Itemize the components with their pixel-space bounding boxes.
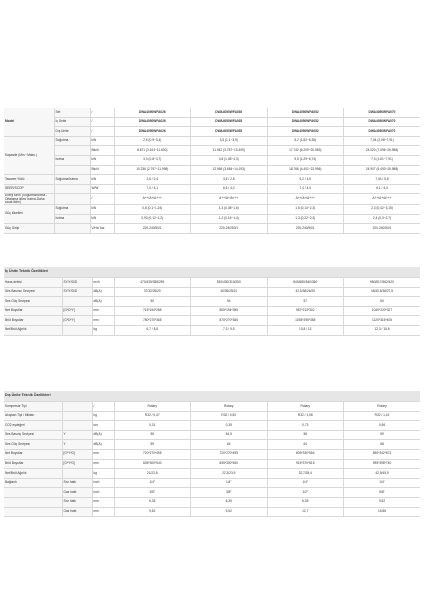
performance-value-cell: 3,8 (1,08~4,3) [191, 155, 268, 165]
indoor-value-cell: 715*194*285 [114, 306, 191, 316]
outdoor-label: Net/Brüt Ağırlık [4, 469, 62, 479]
performance-value-cell: 3,0 (0,8~3,7) [114, 155, 191, 165]
performance-sublabel: Soğutma/Isıtma [54, 175, 90, 185]
indoor-value-cell: 60 [344, 297, 421, 307]
performance-row [4, 214, 420, 224]
performance-label: Enerji sınıfı (Soğutma/Isıtma - Ortalama iklim/ Isıtma-Daha sıcak iklim) [4, 194, 54, 205]
performance-value-cell: A++/A+/A+++ [267, 194, 344, 205]
performance-row [4, 146, 420, 156]
outdoor-value-cell: 6,35 [114, 497, 191, 507]
outdoor-value-cell: 1/2" [267, 488, 344, 498]
performance-value-cell: 17.742 (6.209~20.983) [267, 146, 344, 156]
performance-value-cell: 220-240/50/1 [191, 224, 268, 234]
performance-value-cell: 2,3 (0,42~3,15) [344, 204, 421, 214]
performance-value-cell: 1,3 (0,08~1,6) [191, 204, 268, 214]
performance-unit: / [90, 194, 114, 205]
performance-sublabel [54, 184, 90, 194]
outdoor-label: Brüt Boyutlar [4, 459, 62, 469]
indoor-row [4, 287, 420, 297]
model-unit-type: Dış Ünite [54, 127, 90, 137]
performance-value-cell: 2,6 (0,9~3,4) [114, 136, 191, 146]
model-unit: / [90, 127, 114, 137]
outdoor-condition: Sıvı hattı [62, 497, 92, 507]
model-row [4, 108, 420, 117]
outdoor-value-cell: 55 [114, 430, 191, 440]
model-row [4, 117, 420, 127]
outdoor-value-cell: 0,73 [267, 421, 344, 431]
performance-label: Güç Girişi [4, 224, 54, 234]
outdoor-value-cell: 15,88 [344, 507, 421, 517]
outdoor-value-cell: 1/4" [191, 478, 268, 488]
model-heading: Model [4, 108, 54, 136]
indoor-value-cell: 870*270*365 [191, 316, 268, 326]
performance-label: Kapasite (Min.~Maks.) [4, 136, 54, 174]
indoor-value-cell: 42,5/36/26/20 [267, 287, 344, 297]
performance-value-cell: 7,04 (2,08~7,91) [344, 136, 421, 146]
outdoor-value-cell: 0,96 [344, 421, 421, 431]
outdoor-value-cell: 12,7 [267, 507, 344, 517]
outdoor-unit: dB(A) [92, 430, 114, 440]
indoor-value-cell: 805*194*285 [191, 306, 268, 316]
outdoor-value-cell: 995*398*740 [344, 459, 421, 469]
performance-value-cell: 220-240/50/1 [267, 224, 344, 234]
indoor-label: Net Boyutlar [4, 306, 62, 316]
outdoor-value-cell: 64 [191, 440, 268, 450]
outdoor-value-cell: 0,35 [191, 421, 268, 431]
outdoor-value-cell: 64 [267, 440, 344, 450]
performance-sublabel: Soğutma [54, 204, 90, 214]
indoor-condition [62, 297, 92, 307]
performance-sublabel [54, 165, 90, 175]
outdoor-value-cell: 720*270*495 [114, 449, 191, 459]
model-code-cell: DWA4050WFA035 [191, 127, 268, 137]
outdoor-row [4, 497, 420, 507]
performance-sublabel [54, 224, 90, 234]
outdoor-value-cell: Rotary [191, 402, 268, 412]
performance-row [4, 204, 420, 214]
outdoor-value-cell: 59 [114, 440, 191, 450]
performance-value-cell: 220-240/50/1 [114, 224, 191, 234]
indoor-unit: mm [92, 316, 114, 326]
performance-value-cell: 8.871 (3.104~11.600) [114, 146, 191, 156]
performance-label: Tasarım Yükü [4, 175, 54, 185]
performance-value-cell: 11.942 (3.787~13.409) [191, 146, 268, 156]
indoor-unit: kg [92, 325, 114, 335]
model-code-cell: DWA4050WFA026 [114, 117, 191, 127]
indoor-value-cell: 57 [267, 297, 344, 307]
outdoor-condition: Gaz hattı [62, 488, 92, 498]
performance-value-cell: 220-240/50/1 [344, 224, 421, 234]
outdoor-condition: Y [62, 430, 92, 440]
model-code-cell: DWA4050WFA052 [267, 127, 344, 137]
outdoor-unit: mm [92, 449, 114, 459]
indoor-value-cell: 840/680/540/360 [267, 278, 344, 288]
performance-sublabel: Isıtma [54, 155, 90, 165]
performance-unit: kW [90, 204, 114, 214]
outdoor-value-cell: Rotary [114, 402, 191, 412]
outdoor-value-cell: 6,35 [267, 497, 344, 507]
outdoor-label: Net Boyutlar [4, 449, 62, 459]
outdoor-label: Bağlantı [4, 478, 62, 488]
model-code-cell: DWA4050WFA035 [191, 108, 268, 117]
model-code-cell: DWA4050WFA070 [344, 127, 421, 137]
model-specs-section [4, 108, 420, 234]
outdoor-value-cell: 68 [344, 440, 421, 450]
performance-sublabel [54, 146, 90, 156]
indoor-row [4, 325, 420, 335]
indoor-condition: [G*D*Y] [62, 306, 92, 316]
outdoor-value-cell: 9,52 [191, 507, 268, 517]
outdoor-value-cell: 21/22,8 [114, 469, 191, 479]
performance-value-cell: 18.766 (4.401~22.996) [267, 165, 344, 175]
indoor-value-cell: 957*213*302 [267, 306, 344, 316]
performance-label: SEER/SCOP [4, 184, 54, 194]
performance-row [4, 165, 420, 175]
performance-row [4, 194, 420, 205]
outdoor-condition: Gaz hattı [62, 507, 92, 517]
indoor-value-cell: 1120*315*405 [344, 316, 421, 326]
model-unit: / [90, 117, 114, 127]
outdoor-value-cell: Rotary [344, 402, 421, 412]
performance-value-cell: 2,4 (0,3~2,7) [344, 214, 421, 224]
outdoor-value-cell: 9,52 [114, 507, 191, 517]
outdoor-row [4, 411, 420, 421]
outdoor-unit: ton [92, 421, 114, 431]
outdoor-value-cell: 835*300*540 [114, 459, 191, 469]
outdoor-value-cell: R32 / 0,47 [114, 411, 191, 421]
indoor-unit: m³/h [92, 278, 114, 288]
indoor-row [4, 278, 420, 288]
outdoor-value-cell: 32,7/35,4 [267, 469, 344, 479]
indoor-row [4, 316, 420, 326]
outdoor-value-cell: 5/8" [344, 488, 421, 498]
outdoor-condition [62, 411, 92, 421]
outdoor-value-cell: R32 / 0,52 [191, 411, 268, 421]
performance-value-cell: 1,2 (0,16~1,4) [191, 214, 268, 224]
performance-value-cell: 6,5 / 4,0 [191, 184, 268, 194]
performance-row [4, 155, 420, 165]
outdoor-unit: mm [92, 507, 114, 517]
outdoor-row [4, 507, 420, 517]
outdoor-unit: / [92, 402, 114, 412]
indoor-value-cell: 50 [114, 297, 191, 307]
performance-sublabel: Isıtma [54, 214, 90, 224]
outdoor-label [4, 507, 62, 517]
indoor-value-cell: 980/817/662/420 [344, 278, 421, 288]
performance-value-cell: 1,3 (0,22~2,3) [267, 214, 344, 224]
outdoor-unit-section [4, 391, 420, 517]
indoor-label: Ses Basıncı Seviyesi [4, 287, 62, 297]
outdoor-unit: kg [92, 469, 114, 479]
outdoor-condition: [G*Y*D] [62, 459, 92, 469]
model-code-cell: DWA4050WFA052 [267, 117, 344, 127]
outdoor-value-cell: 6,35 [191, 497, 268, 507]
indoor-value-cell: 1035*295*385 [267, 316, 344, 326]
indoor-value-cell: 10,8 / 13 [267, 325, 344, 335]
outdoor-value-cell: 915*370*615 [267, 459, 344, 469]
performance-value-cell: 7,3 (1,61~7,91) [344, 155, 421, 165]
performance-value-cell: 3,5 / 2,8 [191, 175, 268, 185]
performance-row [4, 224, 420, 234]
outdoor-value-cell: 835*300*540 [191, 459, 268, 469]
outdoor-condition [62, 421, 92, 431]
indoor-value-cell: 7,3 / 9,5 [191, 325, 268, 335]
indoor-row [4, 297, 420, 307]
performance-unit: kW [90, 155, 114, 165]
performance-value-cell: 0,8 (0,1~1,24) [114, 204, 191, 214]
performance-unit: kW [90, 214, 114, 224]
outdoor-value-cell: R32 / 1,08 [267, 411, 344, 421]
performance-value-cell: 7,4 / 4,0 [267, 184, 344, 194]
performance-value-cell: 0,93 (0,12~1,2) [114, 214, 191, 224]
outdoor-value-cell: 0,31 [114, 421, 191, 431]
indoor-value-cell: 45/40,5/36/27,5 [344, 287, 421, 297]
performance-value-cell: 10.236 (2.797~11.998) [114, 165, 191, 175]
outdoor-row [4, 478, 420, 488]
performance-value-cell: 7,0 / 4,1 [114, 184, 191, 194]
indoor-unit-section [4, 267, 420, 336]
outdoor-value-cell: 1/4" [114, 478, 191, 488]
performance-unit: V/Hz/ faz [90, 224, 114, 234]
outdoor-row [4, 440, 420, 450]
performance-value-cell: 6,1 / 4,0 [344, 184, 421, 194]
performance-row [4, 175, 420, 185]
indoor-label: Hava debisi [4, 278, 62, 288]
indoor-condition [62, 325, 92, 335]
performance-sublabel [54, 194, 90, 205]
outdoor-value-cell: 22,3/23,9 [191, 469, 268, 479]
performance-unit: kW [90, 136, 114, 146]
outdoor-row [4, 402, 420, 412]
outdoor-value-cell: 1/4" [344, 478, 421, 488]
performance-value-cell: 5,2 (1,82~6,35) [267, 136, 344, 146]
outdoor-condition: Sıvı hattı [62, 478, 92, 488]
indoor-condition: SY/Y/D/D [62, 287, 92, 297]
performance-value-cell: 24.020 (7.096~26.988) [344, 146, 421, 156]
indoor-condition: [G*D*Y] [62, 316, 92, 326]
outdoor-row [4, 430, 420, 440]
performance-value-cell: 1,5 (0,14~2,3) [267, 204, 344, 214]
performance-value-cell: 5,2 / 4,5 [267, 175, 344, 185]
outdoor-value-cell: 54,5 [191, 430, 268, 440]
outdoor-value-cell: 59 [344, 430, 421, 440]
performance-row [4, 184, 420, 194]
indoor-condition: SY/Y/D/D [62, 278, 92, 288]
outdoor-value-cell: 890*342*673 [344, 449, 421, 459]
performance-unit: kW [90, 175, 114, 185]
outdoor-unit: mm [92, 459, 114, 469]
performance-value-cell: 7,04 / 5,8 [344, 175, 421, 185]
outdoor-unit: dB(A) [92, 440, 114, 450]
model-code-cell: DWA4050WFA070 [344, 117, 421, 127]
outdoor-value-cell: 720*270*495 [191, 449, 268, 459]
indoor-value-cell: 12,3 / 15,8 [344, 325, 421, 335]
performance-value-cell: A++/A+/A+++ [191, 194, 268, 205]
outdoor-label: Ses Güç Seviyesi [4, 440, 62, 450]
model-unit: / [90, 108, 114, 117]
outdoor-value-cell: 42,9/45,9 [344, 469, 421, 479]
indoor-value-cell: 1040*220*327 [344, 306, 421, 316]
indoor-unit-table [4, 267, 420, 336]
performance-sublabel: Soğutma [54, 136, 90, 146]
performance-unit: Btu/h [90, 146, 114, 156]
performance-unit: W/W [90, 184, 114, 194]
indoor-value-cell: 40/35/25/21 [191, 287, 268, 297]
performance-value-cell: 2,6 / 2,4 [114, 175, 191, 185]
indoor-row [4, 306, 420, 316]
model-code-cell: DWA4050WFA026 [114, 108, 191, 117]
outdoor-unit: inch [92, 478, 114, 488]
model-unit-type: Set [54, 108, 90, 117]
performance-value-cell: A++/A+/A+++ [344, 194, 421, 205]
outdoor-condition: [G*Y*D] [62, 449, 92, 459]
outdoor-value-cell: 805*330*554 [267, 449, 344, 459]
outdoor-unit-title: Dış Ünite Teknik Özellikleri [4, 391, 420, 402]
indoor-value-cell: 37/32/25/20 [114, 287, 191, 297]
outdoor-condition [62, 469, 92, 479]
model-specs-table [4, 108, 420, 234]
outdoor-label: Akışkan Tipi / Miktarı [4, 411, 62, 421]
outdoor-row [4, 488, 420, 498]
performance-label: Güç tüketimi [4, 204, 54, 223]
outdoor-value-cell: 1/4" [267, 478, 344, 488]
model-code-cell: DWA4050WFA052 [267, 108, 344, 117]
indoor-unit: dB(A) [92, 297, 114, 307]
indoor-label: Brüt Boyutlar [4, 316, 62, 326]
indoor-label: Ses Güç Seviyesi [4, 297, 62, 307]
outdoor-row [4, 459, 420, 469]
indoor-unit: mm [92, 306, 114, 316]
outdoor-label: Kompresör Tipi [4, 402, 62, 412]
model-code-cell: DWA4050WFA026 [114, 127, 191, 137]
outdoor-value-cell: 56 [267, 430, 344, 440]
outdoor-unit: kg [92, 411, 114, 421]
model-code-cell: DWA4050WFA035 [191, 117, 268, 127]
indoor-label: Net/Brüt Ağırlık [4, 325, 62, 335]
outdoor-value-cell: Rotary [267, 402, 344, 412]
outdoor-label [4, 488, 62, 498]
indoor-value-cell: 780*270*365 [114, 316, 191, 326]
outdoor-label: CO2 eşdeğeri [4, 421, 62, 431]
performance-value-cell: 24.907 (5.493~26.988) [344, 165, 421, 175]
performance-value-cell: 5,5 (1,29~6,74) [267, 155, 344, 165]
outdoor-label [4, 497, 62, 507]
performance-value-cell: A++/A+/A+++ [114, 194, 191, 205]
outdoor-value-cell: 3/8" [114, 488, 191, 498]
outdoor-row [4, 421, 420, 431]
indoor-unit-title: İç Ünite Teknik Özellikleri [4, 267, 420, 278]
outdoor-unit: inch [92, 488, 114, 498]
outdoor-value-cell: 3/8" [191, 488, 268, 498]
outdoor-row [4, 469, 420, 479]
outdoor-condition: Y [62, 440, 92, 450]
outdoor-condition [62, 402, 92, 412]
indoor-value-cell: 470/435/355/259 [114, 278, 191, 288]
performance-value-cell: 3,5 (1,1~3,9) [191, 136, 268, 146]
indoor-value-cell: 54 [191, 297, 268, 307]
performance-value-cell: 12.965 (3.684~14.193) [191, 165, 268, 175]
model-row [4, 127, 420, 137]
outdoor-row [4, 449, 420, 459]
performance-unit: Btu/h [90, 165, 114, 175]
outdoor-value-cell: 9,52 [344, 497, 421, 507]
outdoor-unit: mm [92, 497, 114, 507]
outdoor-label: Ses Basınç Seviyesi [4, 430, 62, 440]
indoor-value-cell: 6,7 / 8,8 [114, 325, 191, 335]
model-unit-type: İç Ünite [54, 117, 90, 127]
outdoor-unit-table [4, 391, 420, 517]
performance-row [4, 136, 420, 146]
model-code-cell: DWA4050WFA070 [344, 108, 421, 117]
indoor-unit: dB(A) [92, 287, 114, 297]
outdoor-value-cell: R32 / 1,42 [344, 411, 421, 421]
indoor-value-cell: 530/430/310/250 [191, 278, 268, 288]
